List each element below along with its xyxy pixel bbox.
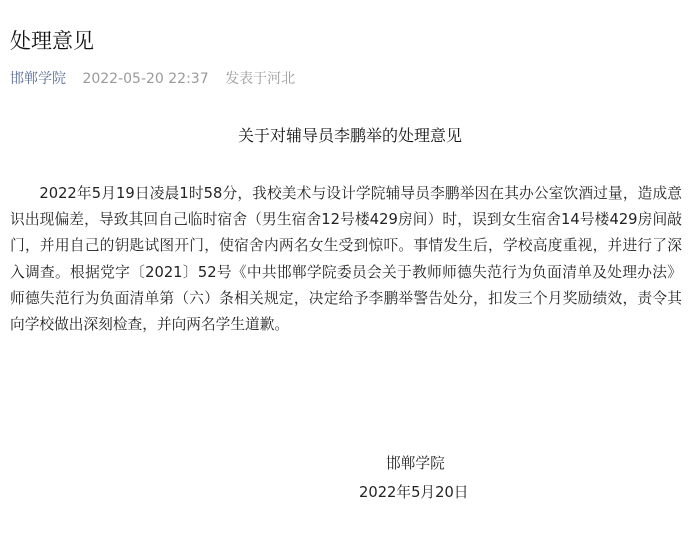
article-meta [10,70,295,88]
publish-time: 2022-05-20 22:37 [82,71,209,87]
document-body: 2022年5月19日凌晨1时58分，我校美术与设计学院辅导员李鹏举因在其办公室饮酒过量，造成意识出现偏差，导致其回自己临时宿舍（男生宿舍12号楼429房间）时，误到女生宿舍14号楼429房间敲门，并用自己的钥匙试图开门，使宿舍内两名女生受到惊吓。事情发生后，学校高度重视，并进行了深入调查。根据党字〔2021〕52号《中共邯郸学院委员会关于教师师德失范行为负面清单及处理办法》师德失范行为负面清单第（六）条相关规定，决定给予李鹏举警告处分，扣发三个月奖励绩效，责令其向学校做出深刻检查，并向两名学生道歉。 [10,185,682,334]
document-heading: 关于对辅导员李鹏举的处理意见 [237,126,462,145]
publish-location: 发表于河北 [225,71,296,87]
document-signature: 邯郸学院 [386,455,445,472]
article-title: 处理意见 [10,29,94,53]
document-sign-date: 2022年5月20日 [359,484,469,501]
account-name-link[interactable]: 邯郸学院 [10,71,66,87]
